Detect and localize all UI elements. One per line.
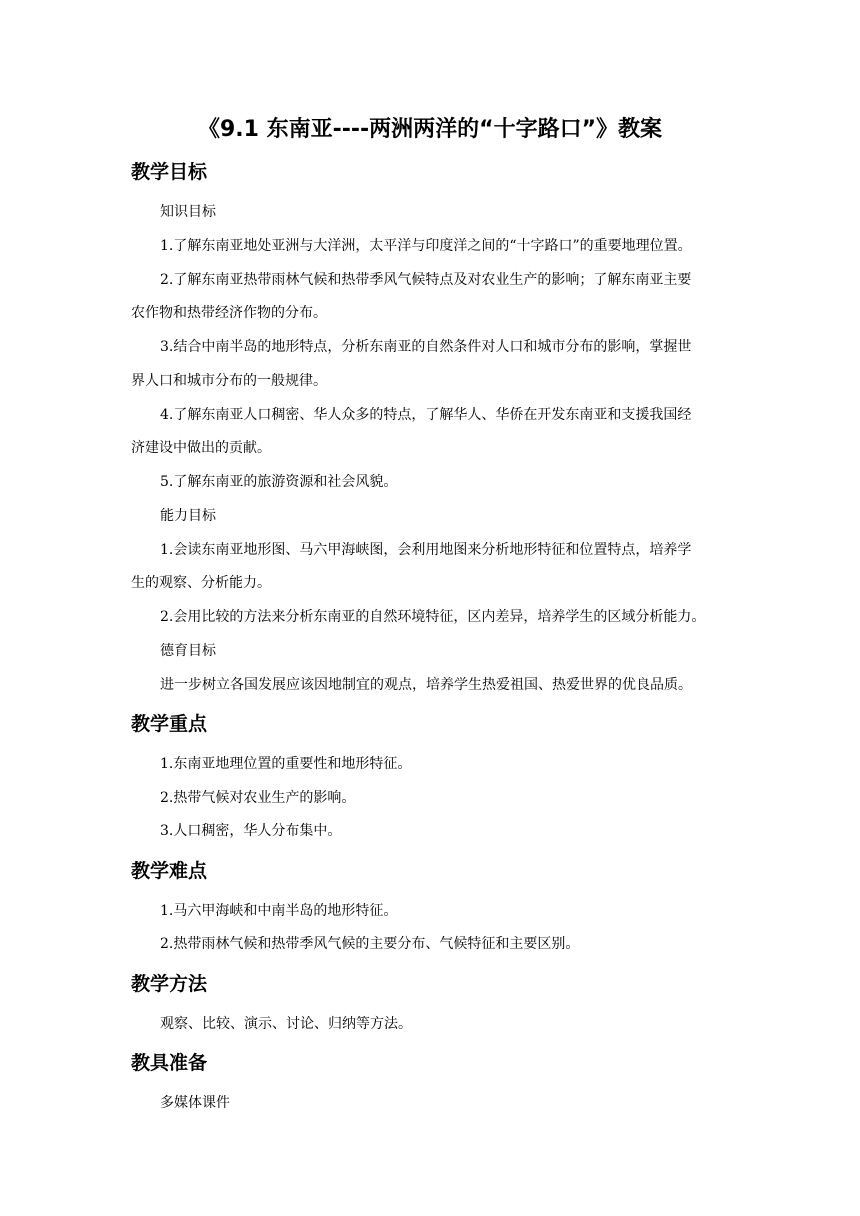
paragraph-line: 2.了解东南亚热带雨林气候和热带季风气候特点及对农业生产的影响；了解东南亚主要: [160, 272, 692, 288]
list-item: 1.东南亚地理位置的重要性和地形特征。: [160, 756, 412, 772]
paragraph-line: 1.会读东南亚地形图、马六甲海峡图，会利用地图来分析地形特征和位置特点，培养学: [160, 542, 692, 558]
paragraph-line: 进一步树立各国发展应该因地制宜的观点，培养学生热爱祖国、热爱世界的优良品质。: [160, 677, 692, 693]
paragraph-line: 4.了解东南亚人口稠密、华人众多的特点，了解华人、华侨在开发东南亚和支援我国经: [160, 407, 692, 423]
section-heading-difficulties: 教学难点: [131, 860, 208, 882]
paragraph-line: 1.了解东南亚地处亚洲与大洋洲，太平洋与印度洋之间的“十字路口”的重要地理位置。: [160, 238, 692, 254]
subheading-knowledge-objectives: 知识目标: [160, 204, 216, 220]
document-title: 《9.1 东南亚----两洲两洋的“十字路口”》教案: [197, 117, 663, 142]
paragraph-line: 生的观察、分析能力。: [131, 575, 271, 591]
subheading-ability-objectives: 能力目标: [160, 508, 216, 524]
list-item: 2.热带气候对农业生产的影响。: [160, 790, 356, 806]
paragraph-line: 3.结合中南半岛的地形特点，分析东南亚的自然条件对人口和城市分布的影响，掌握世: [160, 339, 692, 355]
paragraph-line: 农作物和热带经济作物的分布。: [131, 305, 327, 321]
section-heading-key-points: 教学重点: [131, 713, 208, 735]
paragraph-line: 界人口和城市分布的一般规律。: [131, 373, 327, 389]
paragraph-line: 济建设中做出的贡献。: [131, 440, 271, 456]
list-item: 1.马六甲海峡和中南半岛的地形特征。: [160, 903, 398, 919]
subheading-moral-objectives: 德育目标: [160, 643, 216, 659]
section-heading-teaching-aids: 教具准备: [131, 1052, 208, 1074]
paragraph-line: 多媒体课件: [160, 1095, 230, 1111]
paragraph-line: 5.了解东南亚的旅游资源和社会风貌。: [160, 474, 398, 490]
section-heading-teaching-methods: 教学方法: [131, 973, 208, 995]
list-item: 3.人口稠密，华人分布集中。: [160, 823, 342, 839]
section-heading-teaching-objectives: 教学目标: [131, 161, 208, 183]
paragraph-line: 观察、比较、演示、讨论、归纳等方法。: [160, 1016, 412, 1032]
paragraph-line: 2.会用比较的方法来分析东南亚的自然环境特征，区内差异，培养学生的区域分析能力。: [160, 609, 706, 625]
list-item: 2.热带雨林气候和热带季风气候的主要分布、气候特征和主要区别。: [160, 936, 580, 952]
